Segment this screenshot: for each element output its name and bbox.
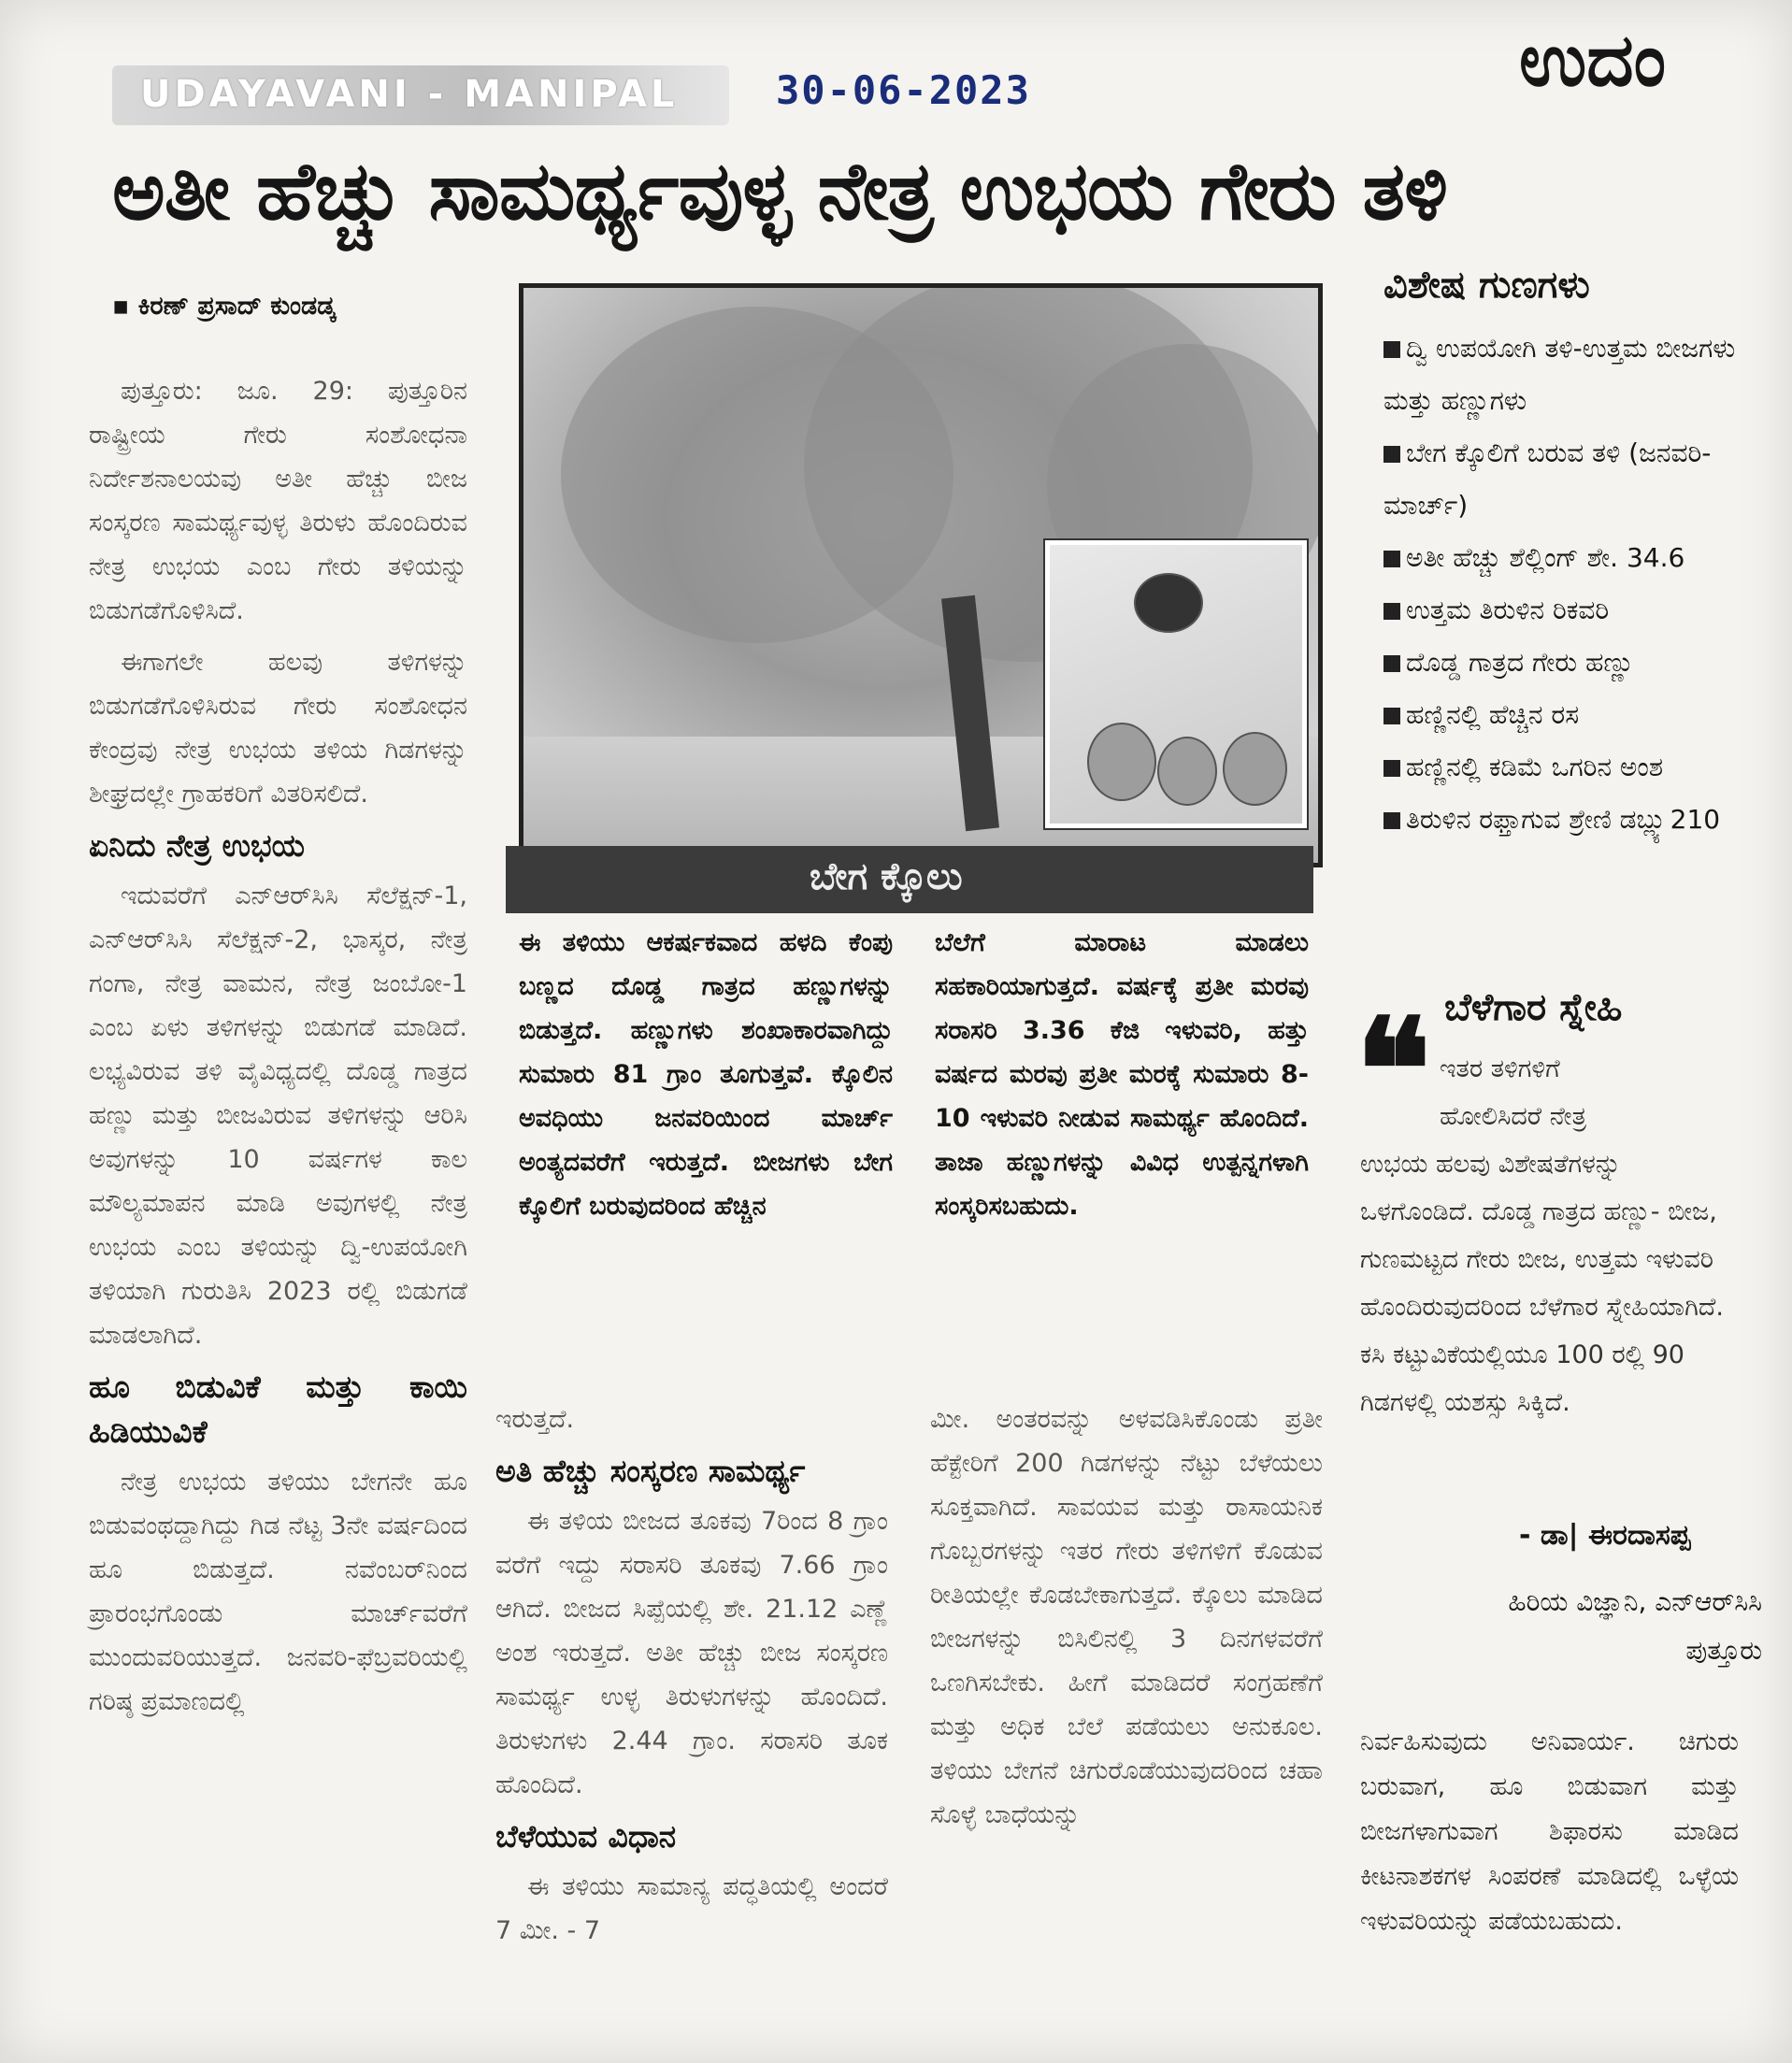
column-2-upper (519, 921, 893, 1236)
bullet-square-icon (1383, 551, 1400, 567)
feature-item: ಹಣ್ಣಿನಲ್ಲಿ ಹೆಚ್ಚಿನ ರಸ (1383, 689, 1739, 741)
photo-caption: ಬೇಗ ಕ್ಕೊಲು (810, 855, 963, 898)
col1-paragraph-4: ನೇತ್ರ ಉಭಯ ತಳಿಯು ಬೇಗನೇ ಹೂ ಬಿಡುವಂಥದ್ದಾಗಿದ್ದು ಗಿಡ ನೆಟ್ಟ 3ನೇ ವರ್ಷದಿಂದ ಹೂ ಬಿಡುತ್ತದೆ. ನವೆಂಬರ್‌ನಿಂದ ಪ್ರಾರಂಭಗೊಂಡು ಮಾರ್ಚ್‌ವರೆಗೆ ಮುಂದುವರಿಯುತ್ತದೆ. ಜನವರಿ-ಫೆಬ್ರವರಿಯಲ್ಲಿ ಗರಿಷ್ಠ ಪ್ರಮಾಣದಲ್ಲಿ (89, 1468, 467, 1716)
handwritten-date: 30-06-2023 (776, 67, 1031, 113)
quote-line-2: ಹೋಲಿಸಿದರೆ ನೇತ್ರ (1440, 1102, 1587, 1131)
features-list (1383, 322, 1739, 846)
feature-item: ಹಣ್ಣಿನಲ್ಲಿ ಕಡಿಮೆ ಒಗರಿನ ಅಂಶ (1383, 741, 1739, 794)
features-title: ವಿಶೇಷ ಗುಣಗಳು (1383, 264, 1590, 307)
bullet-square-icon (1383, 655, 1400, 672)
feature-item: ಬೇಗ ಕ್ಕೊಲಿಗೆ ಬರುವ ತಳಿ (ಜನವರಿ-ಮಾರ್ಚ್) (1383, 437, 1712, 521)
col2-paragraph-3: ಈ ತಳಿಯ ಬೀಜದ ತೂಕವು 7ರಿಂದ 8 ಗ್ರಾಂ ವರೆಗೆ ಇದ್ದು ಸರಾಸರಿ ತೂಕವು 7.66 ಗ್ರಾಂ ಆಗಿದೆ. ಬೀಜದ ಸಿಪ್ಪೆಯಲ್ಲಿ ಶೇ. 21.12 ಎಣ್ಣೆ ಅಂಶ ಇರುತ್ತದೆ. ಅತೀ ಹೆಚ್ಚು ಬೀಜ ಸಂಸ್ಕರಣ ಸಾಮರ್ಥ್ಯ ಉಳ್ಳ ತಿರುಳುಗಳನ್ನು ಹೊಂದಿದೆ. ತಿರುಳುಗಳು 2.44 ಗ್ರಾಂ. ಸರಾಸರಿ ತೂಕ ಹೊಂದಿದೆ. (495, 1507, 888, 1799)
quote-line-1: ಇತರ ತಳಿಗಳಿಗೆ (1440, 1054, 1560, 1083)
quote-author-role: ಹಿರಿಯ ವಿಜ್ಞಾನಿ, ಎನ್‌ಆರ್‌ಸಿಸಿ (1508, 1586, 1762, 1617)
col1-heading-1: ಏನಿದು ನೇತ್ರ ಉಭಯ (89, 827, 305, 864)
photo-caption-bar (506, 846, 1313, 913)
feature-item: ಅತೀ ಹೆಚ್ಚು ಶೆಲ್ಲಿಂಗ್ ಶೇ. 34.6 (1383, 532, 1739, 584)
feature-item: ದ್ವಿ ಉಪಯೋಗಿ ತಳಿ-ಉತ್ತಮ ಬೀಜಗಳು ಮತ್ತು ಹಣ್ಣುಗಳು (1383, 333, 1736, 416)
feature-item: ಉತ್ತಮ ತಿರುಳಿನ ರಿಕವರಿ (1383, 584, 1739, 637)
cashew-fruit-inset-photo (1045, 540, 1307, 828)
masthead-banner (112, 65, 729, 125)
col1-paragraph-3: ಇದುವರೆಗೆ ಎನ್‌ಆರ್‌ಸಿಸಿ ಸೆಲೆಕ್ಷನ್-1, ಎನ್‌ಆರ್‌ಸಿಸಿ ಸೆಲೆಕ್ಷನ್-2, ಭಾಸ್ಕರ, ನೇತ್ರ ಗಂಗಾ, ನೇತ್ರ ವಾಮನ, ನೇತ್ರ ಜಂಬೋ-1 ಎಂಬ ಏಳು ತಳಿಗಳನ್ನು ಬಿಡುಗಡೆ ಮಾಡಿದೆ. ಲಭ್ಯವಿರುವ ತಳಿ ವೈವಿಧ್ಯದಲ್ಲಿ ದೊಡ್ಡ ಗಾತ್ರದ ಹಣ್ಣು ಮತ್ತು ಬೀಜವಿರುವ ತಳಿಗಳನ್ನು ಆರಿಸಿ ಅವುಗಳನ್ನು 10 ವರ್ಷಗಳ ಕಾಲ ಮೌಲ್ಯಮಾಪನ ಮಾಡಿ ಅವುಗಳಲ್ಲಿ ನೇತ್ರ ಉಭಯ ಎಂಬ ತಳಿಯನ್ನು ದ್ವಿ-ಉಪಯೋಗಿ ತಳಿಯಾಗಿ ಗುರುತಿಸಿ 2023 ರಲ್ಲಿ ಬಿಡುಗಡೆ ಮಾಡಲಾಗಿದೆ. (89, 881, 467, 1350)
column-1 (89, 369, 467, 1731)
feature-item: ತಿರುಳಿನ ರಫ್ತಾಗುವ ಶ್ರೇಣಿ ಡಬ್ಲ್ಯು210 (1383, 794, 1739, 846)
article-byline: ▪ ಕಿರಣ್ ಪ್ರಸಾದ್ ಕುಂಡಡ್ಕ (112, 292, 336, 321)
bullet-square-icon (1383, 341, 1400, 358)
col1-paragraph-2: ಈಗಾಗಲೇ ಹಲವು ತಳಿಗಳನ್ನು ಬಿಡುಗಡೆಗೊಳಿಸಿರುವ ಗೇರು ಸಂಶೋಧನ ಕೇಂದ್ರವು ನೇತ್ರ ಉಭಯ ತಳಿಯ ಗಿಡಗಳನ್ನು ಶೀಘ್ರದಲ್ಲೇ ಗ್ರಾಹಕರಿಗೆ ವಿತರಿಸಲಿದೆ. (89, 648, 467, 809)
masthead-text: UDAYAVANI - MANIPAL (140, 73, 679, 116)
col1-heading-2: ಹೂ ಬಿಡುವಿಕೆ ಮತ್ತು ಕಾಯಿ ಹಿಡಿಯುವಿಕೆ (89, 1368, 467, 1450)
quote-mark-icon: ❝ (1355, 988, 1431, 1153)
quote-text: ಉಭಯ ಹಲವು ವಿಶೇಷತೆಗಳನ್ನು ಒಳಗೊಂಡಿದೆ. ದೊಡ್ಡ ಗಾತ್ರದ ಹಣ್ಣು- ಬೀಜ, ಗುಣಮಟ್ಟದ ಗೇರು ಬೀಜ, ಉತ್ತಮ ಇಳುವರಿ ಹೊಂದಿರುವುದರಿಂದ ಬೆಳೆಗಾರ ಸ್ನೇಹಿಯಾಗಿದೆ. ಕಸಿ ಕಟ್ಟುವಿಕೆಯಲ್ಲಿಯೂ 100 ರಲ್ಲಿ 90 ಗಿಡಗಳಲ್ಲಿ ಯಶಸ್ಸು ಸಿಕ್ಕಿದೆ. (1360, 1150, 1724, 1417)
bullet-square-icon (1383, 812, 1400, 829)
paper-name: ಉದಂ (1519, 19, 1667, 103)
bullet-square-icon (1383, 603, 1400, 620)
column-2-lower (495, 1397, 888, 1960)
col2-paragraph-2: ಇರುತ್ತದೆ. (495, 1405, 575, 1434)
column-3-upper (935, 921, 1309, 1236)
quote-body (1360, 1045, 1739, 1426)
col2-paragraph-1: ಈ ತಳಿಯು ಆಕರ್ಷಕವಾದ ಹಳದಿ ಕೆಂಪು ಬಣ್ಣದ ದೊಡ್ಡ ಗಾತ್ರದ ಹಣ್ಣುಗಳನ್ನು ಬಿಡುತ್ತದೆ. ಹಣ್ಣುಗಳು ಶಂಖಾಕಾರವಾಗಿದ್ದು ಸುಮಾರು 81 ಗ್ರಾಂ ತೂಗುತ್ತವೆ. ಕ್ಕೊಲಿನ ಅವಧಿಯು ಜನವರಿಯಿಂದ ಮಾರ್ಚ್ ಅಂತ್ಯದವರೆಗೆ ಇರುತ್ತದೆ. ಬೀಜಗಳು ಬೇಗ ಕ್ಕೊಲಿಗೆ ಬರುವುದರಿಂದ ಹೆಚ್ಚಿನ (519, 928, 893, 1221)
feature-item: ದೊಡ್ಡ ಗಾತ್ರದ ಗೇರು ಹಣ್ಣು (1383, 637, 1739, 689)
bullet-square-icon (1383, 708, 1400, 724)
col3-paragraph-1: ಬೆಲೆಗೆ ಮಾರಾಟ ಮಾಡಲು ಸಹಕಾರಿಯಾಗುತ್ತದೆ. ವರ್ಷಕ್ಕೆ ಪ್ರತೀ ಮರವು ಸರಾಸರಿ 3.36 ಕೆಜಿ ಇಳುವರಿ, ಹತ್ತು ವರ್ಷದ ಮರವು ಪ್ರತೀ ಮರಕ್ಕೆ ಸುಮಾರು 8-10 ಇಳುವರಿ ನೀಡುವ ಸಾಮರ್ಥ್ಯ ಹೊಂದಿದೆ. ತಾಜಾ ಹಣ್ಣುಗಳನ್ನು ವಿವಿಧ ಉತ್ಪನ್ನಗಳಾಗಿ ಸಂಸ್ಕರಿಸಬಹುದು. (935, 928, 1309, 1221)
col1-paragraph-1: ಪುತ್ತೂರು: ಜೂ. 29: ಪುತ್ತೂರಿನ ರಾಷ್ಟ್ರೀಯ ಗೇರು ಸಂಶೋಧನಾ ನಿರ್ದೇಶನಾಲಯವು ಅತೀ ಹೆಚ್ಚು ಬೀಜ ಸಂಸ್ಕರಣ ಸಾಮರ್ಥ್ಯವುಳ್ಳ ತಿರುಳು ಹೊಂದಿರುವ ನೇತ್ರ ಉಭಯ ಎಂಬ ಗೇರು ತಳಿಯನ್ನು ಬಿಡುಗಡೆಗೊಳಿಸಿದೆ. (89, 377, 467, 625)
col2-paragraph-4: ಈ ತಳಿಯು ಸಾಮಾನ್ಯ ಪದ್ಧತಿಯಲ್ಲಿ ಅಂದರೆ 7 ಮೀ. - 7 (495, 1872, 888, 1945)
col2-heading-1: ಅತಿ ಹೆಚ್ಚು ಸಂಸ್ಕರಣ ಸಾಮರ್ಥ್ಯ (495, 1453, 806, 1489)
bottom-right-paragraph: ನಿರ್ವಹಿಸುವುದು ಅನಿವಾರ್ಯ. ಚಿಗುರು ಬರುವಾಗ, ಹೂ ಬಿಡುವಾಗ ಮತ್ತು ಬೀಜಗಳಾಗುವಾಗ ಶಿಫಾರಸು ಮಾಡಿದ ಕೀಟನಾಶಕಗಳ ಸಿಂಪರಣೆ ಮಾಡಿದಲ್ಲಿ ಒಳ್ಳೆಯ ಇಳುವರಿಯನ್ನು ಪಡೆಯಬಹುದು. (1360, 1727, 1739, 1936)
quote-author: - ಡಾ| ಈರದಾಸಪ್ಪ (1519, 1519, 1691, 1552)
bullet-square-icon (1383, 760, 1400, 777)
quote-author-details (1407, 1578, 1762, 1675)
column-3-lower (930, 1397, 1323, 1844)
article-headline: ಅತೀ ಹೆಚ್ಚು ಸಾಮರ್ಥ್ಯವುಳ್ಳ ನೇತ್ರ ಉಭಯ ಗೇರು ತಳಿ (112, 145, 1448, 238)
quote-title: ಬೆಳೆಗಾರ ಸ್ನೇಹಿ (1444, 986, 1623, 1029)
col2-heading-2: ಬೆಳೆಯುವ ವಿಧಾನ (495, 1818, 677, 1855)
bullet-square-icon (1383, 446, 1400, 463)
quote-author-place: ಪುತ್ತೂರು (1685, 1635, 1762, 1666)
col3-paragraph-2: ಮೀ. ಅಂತರವನ್ನು ಅಳವಡಿಸಿಕೊಂಡು ಪ್ರತೀ ಹೆಕ್ಟೇರಿಗೆ 200 ಗಿಡಗಳನ್ನು ನೆಟ್ಟು ಬೆಳೆಯಲು ಸೂಕ್ತವಾಗಿದೆ. ಸಾವಯವ ಮತ್ತು ರಾಸಾಯನಿಕ ಗೊಬ್ಬರಗಳನ್ನು ಇತರ ಗೇರು ತಳಿಗಳಿಗೆ ಕೊಡುವ ರೀತಿಯಲ್ಲೇ ಕೊಡಬೇಕಾಗುತ್ತದೆ. ಕ್ಕೊಲು ಮಾಡಿದ ಬೀಜಗಳನ್ನು ಬಿಸಿಲಿನಲ್ಲಿ 3 ದಿನಗಳವರೆಗೆ ಒಣಗಿಸಬೇಕು. ಹೀಗೆ ಮಾಡಿದರೆ ಸಂಗ್ರಹಣೆಗೆ ಮತ್ತು ಅಧಿಕ ಬೆಲೆ ಪಡೆಯಲು ಅನುಕೂಲ. ತಳಿಯು ಬೇಗನೆ ಚಿಗುರೊಡೆಯುವುದರಿಂದ ಚಹಾ ಸೊಳ್ಳೆ ಬಾಧೆಯನ್ನು (930, 1405, 1323, 1829)
